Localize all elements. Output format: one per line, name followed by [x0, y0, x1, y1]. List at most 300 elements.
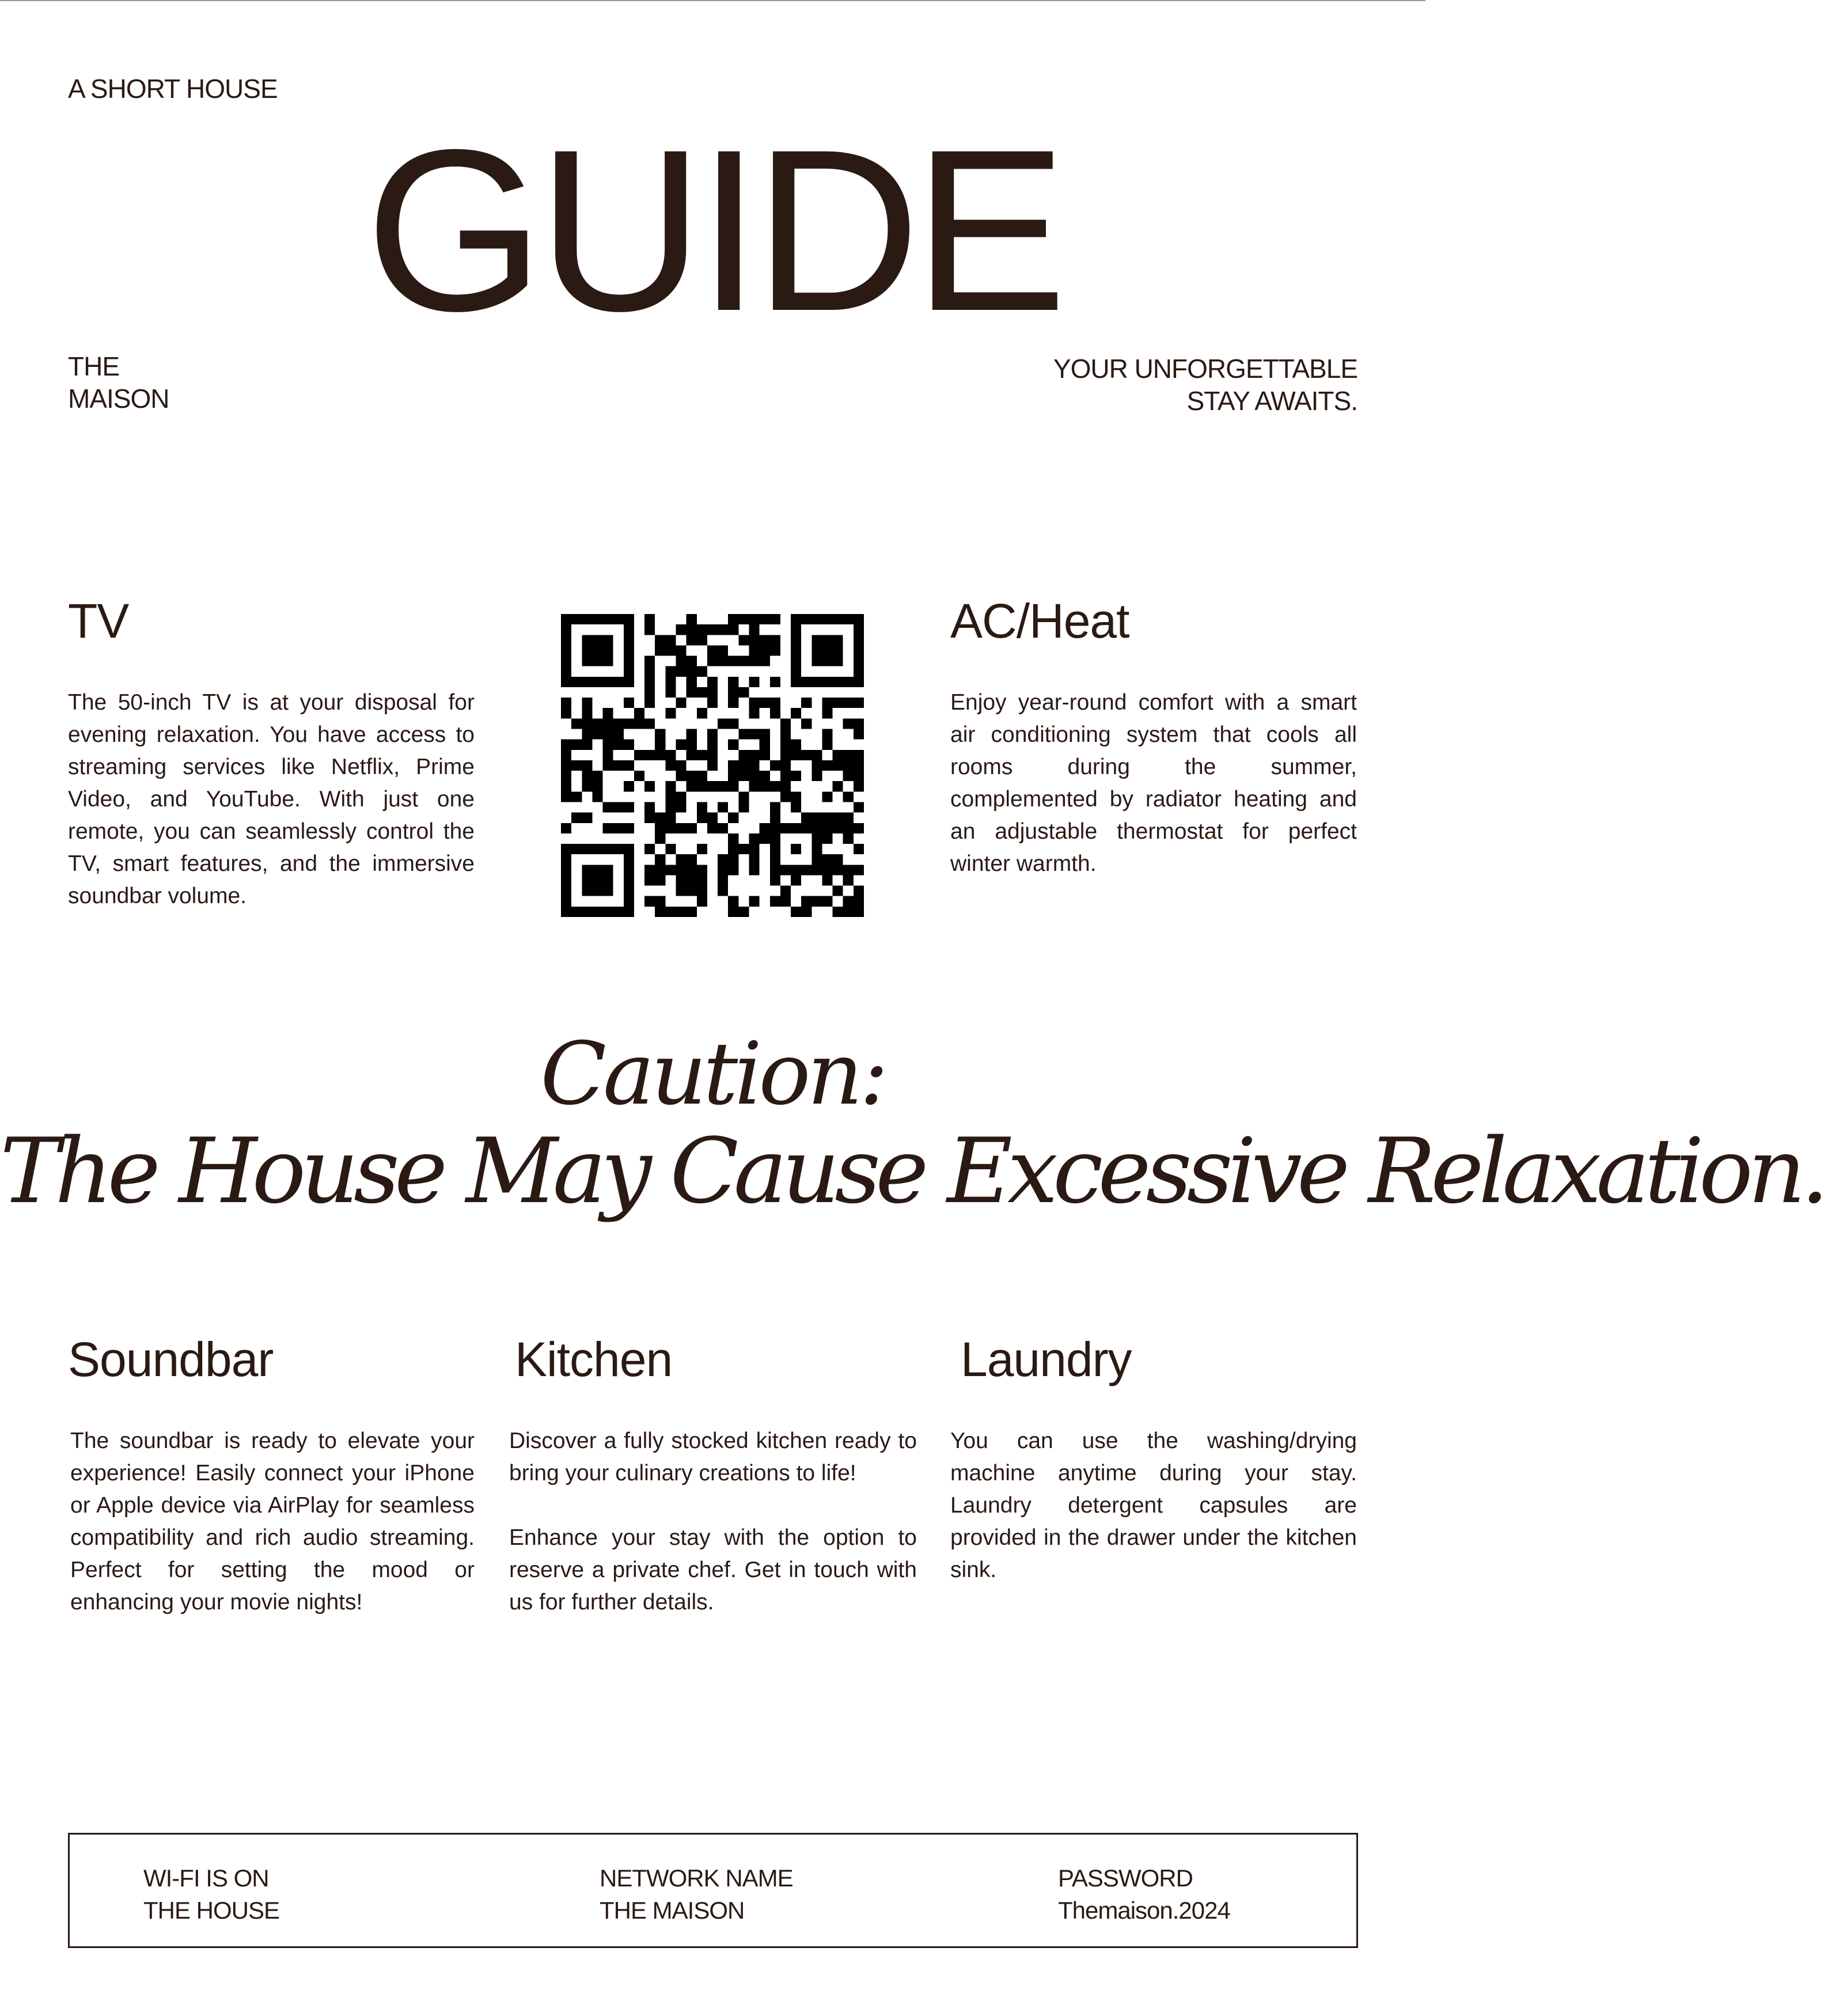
qr-module — [843, 698, 854, 708]
qr-module — [634, 718, 644, 729]
qr-module — [811, 635, 822, 645]
qr-module — [811, 833, 822, 844]
qr-module — [760, 729, 770, 740]
qr-module — [791, 645, 801, 655]
qr-module — [613, 823, 624, 833]
qr-module — [697, 875, 707, 885]
qr-module — [603, 802, 613, 812]
qr-module — [561, 708, 571, 718]
qr-module — [707, 729, 718, 740]
network-name-value[interactable]: THE MAISON — [600, 1897, 745, 1924]
qr-module — [854, 677, 864, 687]
qr-module — [644, 781, 655, 791]
qr-module — [697, 708, 707, 718]
qr-module — [571, 907, 582, 917]
qr-module — [749, 677, 759, 687]
qr-module — [822, 791, 832, 802]
qr-module — [592, 781, 602, 791]
qr-module — [833, 781, 843, 791]
qr-module — [697, 635, 707, 645]
qr-module — [738, 791, 749, 802]
qr-module — [738, 729, 749, 740]
qr-module — [687, 823, 697, 833]
qr-module — [791, 750, 801, 760]
wifi-info-box — [68, 1833, 1358, 1948]
qr-module — [561, 698, 571, 708]
kitchen-heading: Kitchen — [515, 1332, 673, 1386]
qr-module — [644, 677, 655, 687]
qr-module — [760, 781, 770, 791]
qr-module — [697, 865, 707, 875]
qr-module — [582, 813, 592, 823]
qr-module — [582, 844, 592, 854]
qr-module — [780, 771, 791, 781]
qr-module — [561, 823, 571, 833]
qr-module — [592, 771, 602, 781]
qr-module — [571, 718, 582, 729]
qr-module — [801, 907, 811, 917]
qr-module — [843, 718, 854, 729]
qr-module — [749, 656, 759, 666]
qr-module — [801, 823, 811, 833]
kitchen-paragraph-1: Discover a fully stocked kitchen ready to bring your culinary creations to life! — [509, 1428, 917, 1486]
qr-module — [665, 844, 676, 854]
qr-module — [592, 844, 602, 854]
qr-module — [561, 624, 571, 635]
qr-module — [780, 729, 791, 740]
qr-module — [697, 844, 707, 854]
qr-module — [624, 677, 634, 687]
qr-code-graphic — [561, 614, 864, 917]
qr-module — [613, 740, 624, 750]
qr-module — [749, 865, 759, 875]
qr-module — [738, 656, 749, 666]
qr-module — [801, 718, 811, 729]
qr-module — [718, 875, 728, 885]
qr-module — [811, 823, 822, 833]
qr-module — [854, 718, 864, 729]
qr-module — [728, 624, 738, 635]
qr-module — [833, 886, 843, 896]
qr-module — [676, 865, 687, 875]
qr-module — [644, 614, 655, 624]
qr-module — [822, 760, 832, 771]
qr-module — [592, 656, 602, 666]
qr-module — [749, 635, 759, 645]
qr-module — [676, 854, 687, 865]
qr-module — [791, 708, 801, 718]
qr-module — [582, 875, 592, 885]
qr-module — [665, 865, 676, 875]
qr-module — [801, 813, 811, 823]
qr-module — [728, 844, 738, 854]
qr-module — [780, 791, 791, 802]
qr-module — [582, 698, 592, 708]
qr-module — [582, 729, 592, 740]
qr-module — [738, 844, 749, 854]
qr-module — [665, 823, 676, 833]
qr-module — [603, 635, 613, 645]
qr-module — [624, 823, 634, 833]
qr-module — [687, 666, 697, 677]
page-title: GUIDE — [365, 101, 1060, 359]
network-name-label: NETWORK NAME — [600, 1865, 793, 1892]
qr-module — [854, 645, 864, 655]
qr-module — [603, 886, 613, 896]
qr-module — [770, 645, 780, 655]
qr-module — [749, 708, 759, 718]
qr-module — [603, 865, 613, 875]
qr-module — [833, 760, 843, 771]
qr-module — [676, 791, 687, 802]
qr-module — [655, 875, 665, 885]
qr-module — [770, 833, 780, 844]
qr-module — [697, 813, 707, 823]
qr-module — [582, 781, 592, 791]
caution-message: The House May Cause Excessive Relaxation. — [0, 1119, 1824, 1223]
qr-module — [801, 865, 811, 875]
qr-module — [811, 750, 822, 760]
qr-module — [561, 666, 571, 677]
caution-label: Caution: — [540, 1024, 885, 1124]
qr-module — [822, 708, 832, 718]
qr-module — [687, 687, 697, 698]
qr-module — [592, 718, 602, 729]
qr-module — [697, 666, 707, 677]
qr-module — [561, 844, 571, 854]
qr-module — [561, 750, 571, 760]
qr-module — [728, 907, 738, 917]
qr-module — [676, 740, 687, 750]
qr-module — [687, 875, 697, 885]
qr-module — [665, 708, 676, 718]
qr-module — [603, 875, 613, 885]
qr-module — [833, 614, 843, 624]
qr-module — [561, 677, 571, 687]
qr-module — [697, 771, 707, 781]
qr-module — [697, 896, 707, 907]
qr-module — [676, 875, 687, 885]
soundbar-description: The soundbar is ready to elevate your experience! Easily connect your iPhone or Apple device via AirPlay for seamless compatibility and rich audio streaming. Perfect for setting the mood or enhancing your movie nights! — [70, 1428, 475, 1615]
qr-module — [728, 833, 738, 844]
qr-module — [707, 656, 718, 666]
tagline-line-1: YOUR UNFORGETTABLE — [1053, 354, 1357, 384]
brand-line-1: THE — [68, 351, 119, 381]
qr-module — [833, 656, 843, 666]
qr-module — [687, 781, 697, 791]
qr-module — [718, 781, 728, 791]
qr-module — [811, 813, 822, 823]
qr-module — [811, 865, 822, 875]
qr-module — [707, 813, 718, 823]
qr-module — [676, 802, 687, 812]
qr-module — [644, 844, 655, 854]
qr-module — [728, 677, 738, 687]
qr-module — [561, 781, 571, 791]
qr-module — [687, 635, 697, 645]
qr-module — [738, 614, 749, 624]
qr-module — [665, 907, 676, 917]
qr-module — [624, 875, 634, 885]
qr-module — [624, 802, 634, 812]
qr-module — [854, 750, 864, 760]
qr-module — [655, 813, 665, 823]
qr-module — [833, 823, 843, 833]
qr-module — [571, 740, 582, 750]
qr-module — [707, 760, 718, 771]
qr-module — [760, 614, 770, 624]
qr-module — [665, 687, 676, 698]
qr-module — [738, 750, 749, 760]
wifi-password — [1058, 1862, 1230, 1927]
brand-name — [68, 350, 169, 415]
qr-module — [655, 645, 665, 655]
qr-module — [770, 854, 780, 865]
qr-module — [749, 614, 759, 624]
qr-module — [603, 677, 613, 687]
qr-module — [843, 771, 854, 781]
eyebrow-text: A SHORT HOUSE — [68, 74, 278, 104]
qr-module — [676, 886, 687, 896]
qr-module — [833, 865, 843, 875]
qr-module — [571, 791, 582, 802]
qr-module — [770, 802, 780, 812]
qr-module — [676, 907, 687, 917]
qr-module — [603, 729, 613, 740]
qr-module — [571, 677, 582, 687]
qr-module — [854, 886, 864, 896]
qr-module — [833, 698, 843, 708]
qr-module — [791, 791, 801, 802]
qr-module — [738, 760, 749, 771]
qr-module — [571, 844, 582, 854]
qr-module — [687, 771, 697, 781]
qr-module — [613, 677, 624, 687]
qr-module — [624, 740, 634, 750]
qr-module — [644, 656, 655, 666]
qr-module — [770, 813, 780, 823]
qr-module — [728, 813, 738, 823]
tv-description: The 50-inch TV is at your disposal for evening relaxation. You have access to streaming services like Netflix, Prime Video, and YouTube. With just one remote, you can seamlessly control the TV, smart features, and the immersive soundbar volume. — [68, 690, 475, 908]
qr-module — [749, 645, 759, 655]
qr-module — [644, 896, 655, 907]
qr-module — [644, 687, 655, 698]
qr-module — [613, 760, 624, 771]
qr-module — [665, 677, 676, 687]
qr-module — [811, 760, 822, 771]
qr-module — [561, 896, 571, 907]
qr-module — [561, 865, 571, 875]
qr-module — [624, 886, 634, 896]
qr-module — [592, 791, 602, 802]
qr-module — [697, 624, 707, 635]
qr-module — [624, 624, 634, 635]
qr-module — [592, 875, 602, 885]
qr-module — [687, 740, 697, 750]
qr-module — [843, 907, 854, 917]
qr-module — [843, 833, 854, 844]
qr-module — [655, 865, 665, 875]
tagline — [1053, 353, 1357, 417]
qr-module — [833, 854, 843, 865]
qr-module — [603, 708, 613, 718]
qr-module — [676, 760, 687, 771]
qr-module — [791, 844, 801, 854]
qr-module — [665, 813, 676, 823]
qr-module — [760, 833, 770, 844]
qr-module — [582, 907, 592, 917]
qr-module — [822, 698, 832, 708]
qr-module — [770, 698, 780, 708]
qr-module — [603, 718, 613, 729]
qr-module — [770, 865, 780, 875]
kitchen-description — [509, 1425, 917, 1619]
qr-module — [738, 687, 749, 698]
qr-module — [780, 750, 791, 760]
qr-module — [718, 823, 728, 833]
qr-module — [687, 886, 697, 896]
qr-module — [833, 750, 843, 760]
qr-module — [697, 687, 707, 698]
qr-module — [603, 656, 613, 666]
qr-module — [791, 656, 801, 666]
qr-module — [843, 677, 854, 687]
qr-module — [728, 687, 738, 698]
wifi-status-line-2: THE HOUSE — [143, 1897, 280, 1924]
qr-module — [582, 740, 592, 750]
qr-module — [822, 740, 832, 750]
qr-module — [749, 698, 759, 708]
qr-module — [791, 907, 801, 917]
qr-module — [749, 781, 759, 791]
qr-module — [791, 666, 801, 677]
qr-module — [655, 854, 665, 865]
qr-module — [854, 781, 864, 791]
qr-module — [791, 823, 801, 833]
qr-module — [707, 645, 718, 655]
qr-module — [561, 791, 571, 802]
qr-module — [634, 771, 644, 781]
qr-module — [687, 854, 697, 865]
qr-module — [791, 635, 801, 645]
qr-module — [624, 635, 634, 645]
qr-module — [707, 698, 718, 708]
qr-module — [749, 854, 759, 865]
qr-module — [791, 740, 801, 750]
qr-module — [582, 708, 592, 718]
qr-module — [843, 813, 854, 823]
qr-module — [707, 823, 718, 833]
qr-module — [624, 698, 634, 708]
qr-module — [655, 823, 665, 833]
qr-module — [770, 781, 780, 791]
qr-module — [697, 781, 707, 791]
qr-module — [801, 750, 811, 760]
qr-module — [854, 823, 864, 833]
qr-module — [770, 844, 780, 854]
qr-module — [613, 802, 624, 812]
qr-module — [780, 865, 791, 875]
qr-module — [728, 656, 738, 666]
qr-module — [676, 823, 687, 833]
qr-module — [718, 718, 728, 729]
qr-module — [687, 865, 697, 875]
qr-module — [582, 635, 592, 645]
soundbar-heading: Soundbar — [68, 1332, 274, 1386]
qr-module — [592, 907, 602, 917]
qr-module — [770, 760, 780, 771]
qr-module — [822, 729, 832, 740]
password-value[interactable]: Themaison.2024 — [1058, 1897, 1230, 1924]
qr-module — [738, 802, 749, 812]
qr-module — [687, 729, 697, 740]
qr-module — [760, 750, 770, 760]
qr-module — [582, 771, 592, 781]
qr-module — [822, 677, 832, 687]
qr-module — [571, 760, 582, 771]
qr-module — [728, 718, 738, 729]
qr-module — [603, 760, 613, 771]
qr-module — [749, 624, 759, 635]
qr-module — [676, 624, 687, 635]
qr-module — [770, 635, 780, 645]
qr-module — [561, 614, 571, 624]
qr-module — [582, 760, 592, 771]
qr-module — [760, 656, 770, 666]
qr-module — [822, 896, 832, 907]
qr-module — [561, 656, 571, 666]
qr-module — [843, 875, 854, 885]
qr-module — [655, 907, 665, 917]
qr-module — [718, 854, 728, 865]
qr-module — [655, 635, 665, 645]
qr-module — [687, 750, 697, 760]
qr-module — [624, 854, 634, 865]
qr-module — [571, 614, 582, 624]
qr-module — [770, 708, 780, 718]
qr-module — [624, 666, 634, 677]
qr-module — [592, 645, 602, 655]
qr-module — [561, 886, 571, 896]
qr-code-icon[interactable] — [561, 614, 864, 917]
qr-module — [854, 802, 864, 812]
qr-module — [603, 907, 613, 917]
qr-module — [811, 854, 822, 865]
qr-module — [811, 771, 822, 781]
qr-module — [749, 750, 759, 760]
qr-module — [843, 614, 854, 624]
qr-module — [592, 677, 602, 687]
qr-module — [833, 635, 843, 645]
qr-module — [728, 854, 738, 865]
tv-heading: TV — [68, 594, 129, 648]
qr-module — [655, 729, 665, 740]
qr-module — [801, 896, 811, 907]
qr-module — [582, 614, 592, 624]
qr-module — [561, 854, 571, 865]
qr-module — [718, 802, 728, 812]
qr-module — [665, 791, 676, 802]
qr-module — [749, 844, 759, 854]
qr-module — [655, 896, 665, 907]
qr-module — [770, 823, 780, 833]
qr-module — [854, 729, 864, 740]
qr-module — [624, 760, 634, 771]
qr-module — [770, 614, 780, 624]
qr-module — [822, 645, 832, 655]
qr-module — [791, 614, 801, 624]
qr-module — [760, 823, 770, 833]
